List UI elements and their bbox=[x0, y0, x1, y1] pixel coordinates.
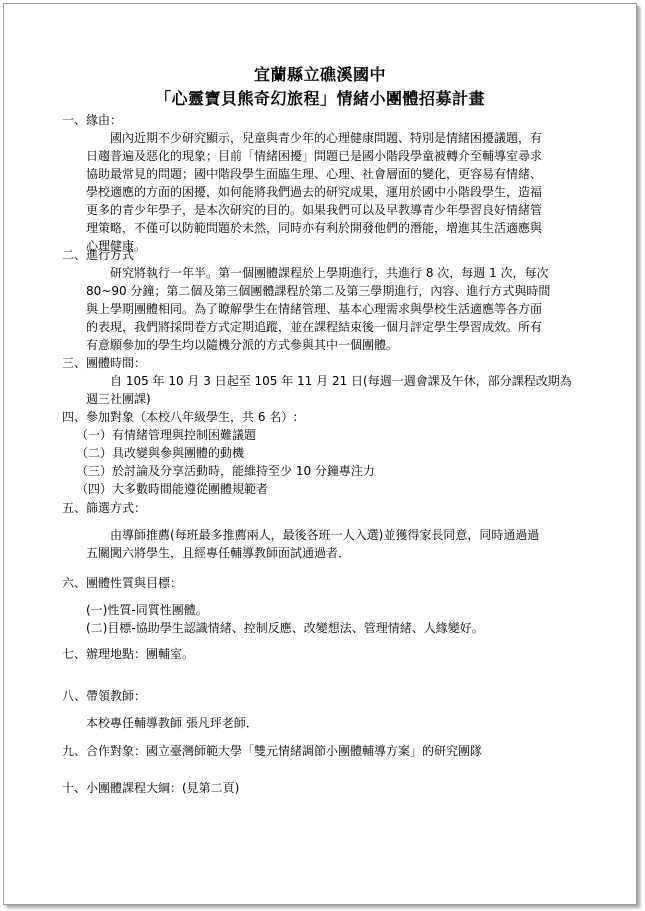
program-title: 「心靈寶貝熊奇幻旅程」情緒小團體招募計畫 bbox=[154, 89, 485, 108]
section-1-line: 心理健康。 bbox=[86, 239, 147, 253]
document-page bbox=[3, 3, 637, 905]
list-item: （四）大多數時間能遵從團體規範者 bbox=[76, 482, 269, 496]
section-1-heading: 一、緣由： bbox=[62, 113, 123, 127]
list-item: (一)性質-同質性團體。 bbox=[86, 603, 208, 617]
section-2-line: 有意願參加的學生均以隨機分派的方式參與其中一個團體。 bbox=[86, 338, 399, 352]
section-5-line: 由導師推薦(每班最多推薦兩人，最後各班一人入選)並獲得家長同意，同時通過過 bbox=[110, 528, 540, 542]
section-2-heading: 二、進行方式 bbox=[62, 248, 135, 262]
school-title: 宜蘭縣立礁溪國中 bbox=[253, 65, 386, 84]
section-4-list bbox=[76, 426, 616, 498]
section-2-body bbox=[86, 264, 616, 354]
section-8-heading: 八、帶領教師： bbox=[62, 689, 147, 703]
section-6-heading: 六、團體性質與目標： bbox=[62, 576, 183, 590]
section-2-line: 研究將執行一年半。第一個團體課程於上學期進行，共進行 8 次，每週 1 次，每次 bbox=[110, 266, 549, 280]
section-2-line: 80~90 分鐘；第二個及第三個團體課程於第二及第三學期進行，內容、進行方式與時間 bbox=[86, 284, 551, 298]
section-8-body: 本校專任輔導教師 張凡玶老師． bbox=[86, 716, 258, 730]
section-10-heading: 十、小團體課程大綱：(見第二頁) bbox=[62, 781, 240, 795]
section-1-body bbox=[86, 129, 616, 255]
list-item: （三）於討論及分享活動時，能維持至少 10 分鐘專注力 bbox=[76, 464, 375, 478]
list-item: （一）有情緒管理與控制困難議題 bbox=[76, 428, 257, 442]
list-item: （二）具改變與參與團體的動機 bbox=[76, 446, 245, 460]
section-2-line: 的表現，我們將採問卷方式定期追蹤，並在課程結束後一個月評定學生學習成效。所有 bbox=[86, 320, 543, 334]
section-4-heading: 四、參加對象（本校八年級學生，共 6 名）: bbox=[62, 410, 298, 424]
section-1-line: 學校適應的方面的困擾，如何能將我們過去的研究成果，運用於國中小階段學生，造福 bbox=[86, 185, 543, 199]
section-1-line: 國內近期不少研究顯示，兒童與青少年的心理健康問題、特別是情緒困擾議題，有 bbox=[110, 131, 543, 145]
list-item: (二)目標-協助學生認識情緒、控制反應、改變想法、管理情緒、人緣變好。 bbox=[86, 621, 484, 635]
section-6-list bbox=[86, 601, 616, 637]
section-1-line: 理策略，不僅可以防範問題於未然，同時亦有利於開發他們的潛能，增進其生活適應與 bbox=[86, 221, 543, 235]
section-1-line: 協助最常見的問題；國中階段學生面臨生理、心理、社會層面的變化，更容易有情緒、 bbox=[86, 167, 543, 181]
section-5-heading: 五、篩選方式： bbox=[62, 501, 147, 515]
section-7-heading: 七、辦理地點：團輔室。 bbox=[62, 647, 195, 661]
section-9-heading: 九、合作對象：國立臺灣師範大學「雙元情緒調節小團體輔導方案」的研究團隊 bbox=[62, 744, 483, 758]
section-1-line: 更多的青少年學子，是本次研究的目的。如果我們可以及早教導青少年學習良好情緒管 bbox=[86, 203, 543, 217]
section-3-heading: 三、團體時間： bbox=[62, 356, 147, 370]
section-3-line: 自 105 年 10 月 3 日起至 105 年 11 月 21 日(每週一週會課及午休，部分課程改期為 bbox=[110, 374, 572, 388]
section-3-body bbox=[86, 372, 616, 408]
section-5-line: 五關闖六將學生，且經專任輔導教師面試通過者． bbox=[86, 546, 351, 560]
section-3-line: 週三社團課) bbox=[86, 392, 151, 406]
section-5-body bbox=[86, 526, 616, 562]
section-1-line: 日趨普遍及惡化的現象；目前「情緒困擾」問題已是國小階段學童被轉介至輔導室尋求 bbox=[86, 149, 543, 163]
section-2-line: 與上學期團體相同。為了瞭解學生在情緒管理、基本心理需求與學校生活適應等各方面 bbox=[86, 302, 543, 316]
